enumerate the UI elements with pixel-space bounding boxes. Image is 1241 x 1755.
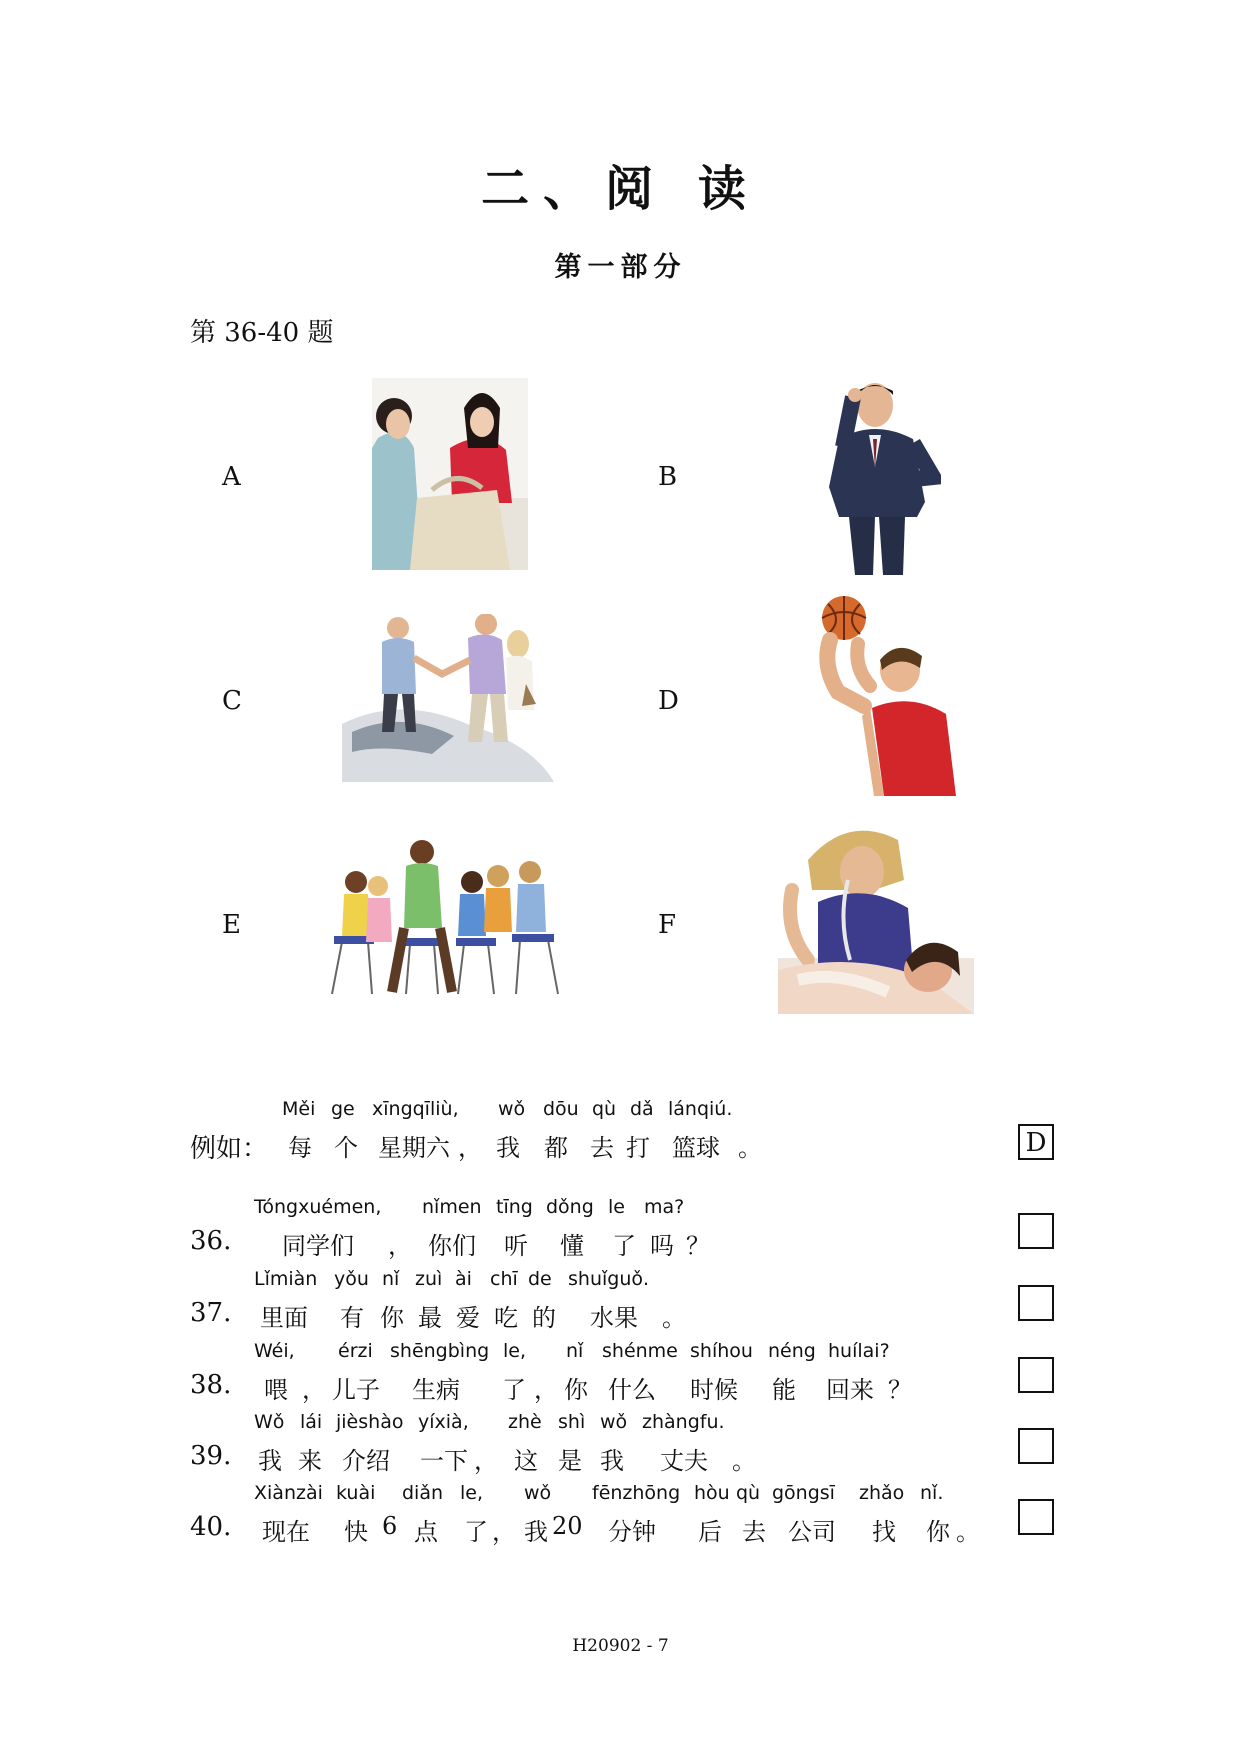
- hanzi-word: 。: [732, 1447, 756, 1475]
- pinyin-word: qù: [592, 1098, 617, 1120]
- pinyin-word: Wéi,: [254, 1340, 295, 1362]
- pinyin-word: wǒ: [600, 1411, 628, 1433]
- hanzi-word: 现在: [262, 1518, 310, 1546]
- hanzi-word: 。: [662, 1304, 686, 1332]
- pinyin-word: huílai?: [828, 1340, 890, 1362]
- pinyin-word: Xiànzài: [254, 1482, 323, 1504]
- hanzi-word: 。: [738, 1134, 762, 1162]
- picture-label-c: C: [222, 686, 242, 716]
- hanzi-word: ，: [474, 1447, 498, 1475]
- page-title: 二、阅 读: [481, 161, 760, 217]
- question-number: 40.: [190, 1512, 232, 1542]
- pinyin-word: nǐ: [566, 1340, 584, 1362]
- pinyin-word: zuì: [415, 1268, 443, 1290]
- hanzi-word: 每: [288, 1134, 312, 1162]
- hanzi-word: 同学们: [282, 1232, 354, 1260]
- hanzi-word: 去: [590, 1134, 614, 1162]
- example-answer-box: D: [1018, 1124, 1054, 1160]
- pinyin-word: yíxià,: [418, 1411, 469, 1433]
- hanzi-word: 我: [258, 1447, 282, 1475]
- hanzi-word: 喂: [264, 1376, 288, 1404]
- pinyin-word: zhàngfu.: [642, 1411, 725, 1433]
- answer-box-40[interactable]: [1018, 1499, 1054, 1535]
- answer-box-39[interactable]: [1018, 1428, 1054, 1464]
- hanzi-word: 了: [502, 1376, 526, 1404]
- pinyin-word: Tóngxuémen,: [254, 1196, 382, 1218]
- pinyin-word: kuài: [336, 1482, 376, 1504]
- answer-box-37[interactable]: [1018, 1285, 1054, 1321]
- hanzi-word: 水果: [590, 1304, 638, 1332]
- hanzi-word: 回来: [826, 1376, 874, 1404]
- pinyin-word: de: [528, 1268, 552, 1290]
- hanzi-word: 儿子: [332, 1376, 380, 1404]
- hanzi-word: ？: [686, 1232, 710, 1260]
- pinyin-word: le,: [460, 1482, 484, 1504]
- hanzi-word: 爱: [456, 1304, 480, 1332]
- picture-a-women-shopping-bag: [372, 378, 528, 570]
- pinyin-word: shēngbìng: [390, 1340, 490, 1362]
- pinyin-word: tīng: [496, 1196, 533, 1218]
- pinyin-word: ge: [331, 1098, 355, 1120]
- hanzi-word: 后: [698, 1518, 722, 1546]
- pinyin-word: zhè: [508, 1411, 542, 1433]
- pinyin-word: diǎn: [402, 1482, 444, 1504]
- pinyin-word: wǒ: [524, 1482, 552, 1504]
- pinyin-word: yǒu: [334, 1268, 369, 1290]
- pinyin-word: wǒ: [498, 1098, 526, 1120]
- pinyin-word: dǎ: [630, 1098, 654, 1120]
- hanzi-word: 什么: [608, 1376, 656, 1404]
- hanzi-word: 的: [532, 1304, 556, 1332]
- hanzi-word: 丈夫: [660, 1447, 708, 1475]
- hanzi-word: 最: [418, 1304, 442, 1332]
- hanzi-word: 6: [382, 1512, 398, 1540]
- answer-box-36[interactable]: [1018, 1213, 1054, 1249]
- hanzi-word: 是: [558, 1447, 582, 1475]
- question-range: 第 36-40 题: [190, 318, 334, 348]
- pinyin-word: shénme: [602, 1340, 678, 1362]
- example-label: 例如：: [190, 1134, 269, 1164]
- hanzi-word: 我: [524, 1518, 548, 1546]
- pinyin-word: ma?: [644, 1196, 685, 1218]
- pinyin-word: lánqiú.: [668, 1098, 733, 1120]
- hanzi-word: 点: [414, 1518, 438, 1546]
- hanzi-word: 了: [464, 1518, 488, 1546]
- pinyin-word: nǐ.: [920, 1482, 944, 1504]
- hanzi-word: 里面: [260, 1304, 308, 1332]
- pinyin-word: xīngqīliù,: [372, 1098, 459, 1120]
- pinyin-word: nǐ: [382, 1268, 400, 1290]
- pinyin-word: Měi: [282, 1098, 316, 1120]
- hanzi-word: ，: [458, 1134, 482, 1162]
- hanzi-word: 一下: [420, 1447, 468, 1475]
- question-number: 36.: [190, 1226, 232, 1256]
- hanzi-word: 篮球: [672, 1134, 720, 1162]
- pinyin-word: dǒng: [546, 1196, 594, 1218]
- pinyin-word: dōu: [543, 1098, 579, 1120]
- pinyin-word: chī: [490, 1268, 518, 1290]
- hanzi-word: 能: [772, 1376, 796, 1404]
- hanzi-word: 20: [552, 1512, 583, 1540]
- picture-f-mother-phone-sick-son: [778, 820, 974, 1014]
- hanzi-word: 时候: [690, 1376, 738, 1404]
- hanzi-word: 快: [344, 1518, 368, 1546]
- hanzi-word: 打: [626, 1134, 650, 1162]
- picture-label-e: E: [222, 910, 241, 940]
- hanzi-word: ，: [302, 1376, 326, 1404]
- pinyin-word: le,: [503, 1340, 527, 1362]
- pinyin-word: jièshào: [336, 1411, 404, 1433]
- hanzi-word: 这: [514, 1447, 538, 1475]
- pinyin-word: ài: [455, 1268, 472, 1290]
- hanzi-word: 星期六: [378, 1134, 450, 1162]
- pinyin-word: néng: [768, 1340, 816, 1362]
- hanzi-word: 你: [926, 1518, 950, 1546]
- hanzi-word: 找: [872, 1518, 896, 1546]
- hanzi-word: 生病: [412, 1376, 460, 1404]
- pinyin-word: Wǒ: [254, 1411, 285, 1433]
- hanzi-word: 来: [298, 1447, 322, 1475]
- pinyin-word: qù: [736, 1482, 761, 1504]
- hanzi-word: ，: [492, 1518, 516, 1546]
- pinyin-word: shì: [558, 1411, 586, 1433]
- answer-box-38[interactable]: [1018, 1357, 1054, 1393]
- pinyin-word: shíhou: [690, 1340, 753, 1362]
- pinyin-word: nǐmen: [422, 1196, 482, 1218]
- pinyin-word: Lǐmiàn: [254, 1268, 318, 1290]
- hanzi-word: 你: [564, 1376, 588, 1404]
- hanzi-word: 有: [340, 1304, 364, 1332]
- picture-c-handshake-car: [342, 614, 554, 782]
- hanzi-word: 公司: [788, 1518, 836, 1546]
- hanzi-word: 我: [600, 1447, 624, 1475]
- pinyin-word: shuǐguǒ.: [568, 1268, 650, 1290]
- picture-label-d: D: [658, 686, 679, 716]
- hanzi-word: 你们: [428, 1232, 476, 1260]
- hanzi-word: ，: [534, 1376, 558, 1404]
- hanzi-word: 听: [504, 1232, 528, 1260]
- hanzi-word: 分钟: [608, 1518, 656, 1546]
- picture-b-businessman-phone: [825, 377, 941, 575]
- pinyin-word: le: [608, 1196, 625, 1218]
- picture-label-a: A: [222, 462, 241, 492]
- pinyin-word: fēnzhōng: [592, 1482, 681, 1504]
- section-subtitle: 第一部分: [554, 252, 687, 283]
- picture-e-teacher-children-circle: [322, 832, 572, 1000]
- hanzi-word: 都: [544, 1134, 568, 1162]
- hanzi-word: 懂: [560, 1232, 584, 1260]
- pinyin-word: lái: [300, 1411, 323, 1433]
- hanzi-word: ，: [388, 1232, 412, 1260]
- picture-d-boy-basketball: [800, 596, 956, 796]
- hanzi-word: 了: [612, 1232, 636, 1260]
- page-footer: H20902 - 7: [572, 1636, 669, 1656]
- question-number: 37.: [190, 1298, 232, 1328]
- hanzi-word: 。: [956, 1518, 980, 1546]
- pinyin-word: gōngsī: [772, 1482, 835, 1504]
- question-number: 39.: [190, 1441, 232, 1471]
- hanzi-word: 吗: [650, 1232, 674, 1260]
- hanzi-word: 去: [742, 1518, 766, 1546]
- hanzi-word: 你: [380, 1304, 404, 1332]
- pinyin-word: hòu: [694, 1482, 730, 1504]
- hanzi-word: 介绍: [342, 1447, 390, 1475]
- hanzi-word: 我: [496, 1134, 520, 1162]
- hanzi-word: ？: [888, 1376, 912, 1404]
- picture-label-f: F: [658, 910, 677, 940]
- hanzi-word: 个: [334, 1134, 358, 1162]
- hanzi-word: 吃: [494, 1304, 518, 1332]
- question-number: 38.: [190, 1370, 232, 1400]
- picture-label-b: B: [658, 462, 678, 492]
- pinyin-word: érzi: [338, 1340, 373, 1362]
- pinyin-word: zhǎo: [859, 1482, 905, 1504]
